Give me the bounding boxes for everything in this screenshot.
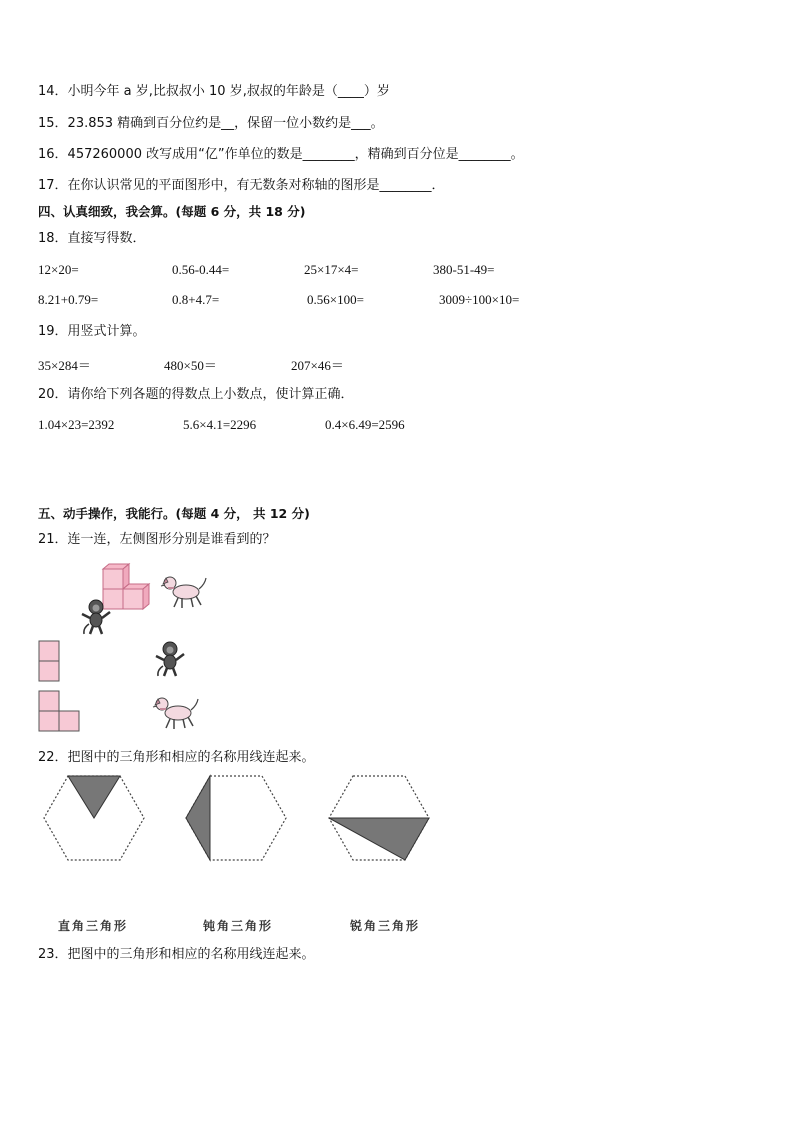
monkey-icon bbox=[78, 598, 112, 636]
label-right-triangle: 直角三角形 bbox=[58, 919, 129, 933]
calc-expression: 380-51-49= bbox=[433, 262, 495, 277]
decimal-expression: 0.4×6.49=2596 bbox=[325, 417, 405, 432]
calc-expression: 0.56-0.44= bbox=[172, 262, 230, 277]
calc-expression: 0.56×100= bbox=[307, 292, 364, 307]
question-23: 23．把图中的三角形和相应的名称用线连起来。 bbox=[38, 947, 315, 962]
view-shape-vertical-squares bbox=[38, 640, 60, 682]
question-15: 15．23.853 精确到百分位约是__，保留一位小数约是___。 bbox=[38, 116, 384, 131]
hexagon-right-triangle bbox=[42, 774, 146, 864]
question-19: 19．用竖式计算。 bbox=[38, 324, 146, 339]
calc-expression: 12×20= bbox=[38, 262, 79, 277]
label-obtuse-triangle: 钝角三角形 bbox=[203, 919, 274, 933]
decimal-expression: 1.04×23=2392 bbox=[38, 417, 115, 432]
question-22: 22．把图中的三角形和相应的名称用线连起来。 bbox=[38, 750, 315, 765]
vertical-calc-expression: 207×46＝ bbox=[291, 358, 344, 373]
question-18: 18．直接写得数． bbox=[38, 231, 146, 246]
question-21: 21．连一连，左侧图形分别是谁看到的？ bbox=[38, 532, 276, 547]
label-acute-triangle: 锐角三角形 bbox=[350, 919, 421, 933]
hexagon-obtuse-triangle bbox=[184, 774, 288, 864]
calc-expression: 0.8+4.7= bbox=[172, 292, 220, 307]
section-4-heading: 四、认真细致，我会算。(每题 6 分，共 18 分) bbox=[38, 204, 306, 219]
monkey-icon bbox=[152, 640, 186, 678]
question-20: 20．请你给下列各题的得数点上小数点，使计算正确． bbox=[38, 387, 354, 402]
section-5-heading: 五、动手操作，我能行。(每题 4 分， 共 12 分) bbox=[38, 506, 310, 521]
dog-icon bbox=[160, 574, 208, 610]
calc-expression: 3009÷100×10= bbox=[439, 292, 520, 307]
question-14: 14．小明今年 a 岁,比叔叔小 10 岁,叔叔的年龄是（____）岁 bbox=[38, 84, 390, 99]
dog-icon bbox=[152, 695, 200, 731]
question-17: 17．在你认识常见的平面图形中，有无数条对称轴的图形是________． bbox=[38, 178, 445, 193]
view-shape-l-squares bbox=[38, 690, 82, 734]
hexagon-acute-triangle bbox=[327, 774, 431, 864]
calc-expression: 25×17×4= bbox=[304, 262, 359, 277]
vertical-calc-expression: 35×284＝ bbox=[38, 358, 91, 373]
question-16: 16．457260000 改写成用“亿”作单位的数是________，精确到百分位是________。 bbox=[38, 147, 524, 162]
calc-expression: 8.21+0.79= bbox=[38, 292, 99, 307]
vertical-calc-expression: 480×50＝ bbox=[164, 358, 217, 373]
decimal-expression: 5.6×4.1=2296 bbox=[183, 417, 257, 432]
